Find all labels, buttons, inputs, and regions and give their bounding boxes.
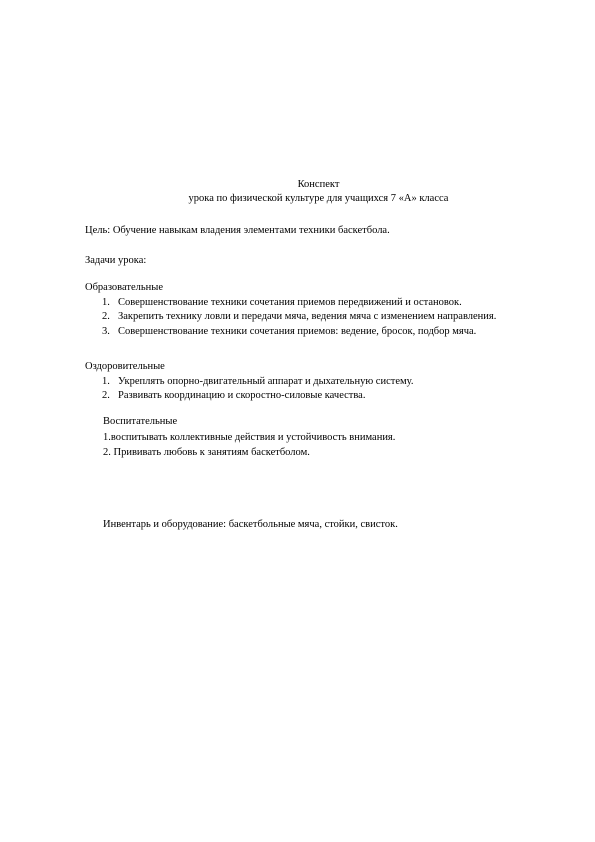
health-section [85,360,413,403]
list-number: 2. [102,390,110,402]
list-text: Развивать координацию и скоростно-силовые качества. [118,390,366,402]
goal-text: Цель: Обучение навыкам владения элементами техники баскетбола. [85,225,390,236]
upbringing-item: 2. Прививать любовь к занятиям баскетболом. [103,447,310,459]
list-number: 1. [102,296,110,308]
list-item [85,389,413,403]
document-subtitle: урока по физической культуре для учащихся 7 «А» класса [188,192,449,204]
title-block [0,178,595,205]
list-text: Совершенствование техники сочетания приемов: ведение, бросок, подбор мяча. [118,325,477,337]
upbringing-item: 1.воспитывать коллективные действия и устойчивость внимания. [103,431,396,443]
upbringing-section [103,415,395,460]
list-text: Закрепить технику ловли и передачи мяча, ведения мяча с изменением направления. [118,311,497,323]
document-title: Конспект [297,179,340,190]
educational-section [85,281,496,339]
list-number: 1. [102,375,110,387]
health-list [85,375,413,403]
educational-list [85,296,496,339]
equipment-text: Инвентарь и оборудование: баскетбольные мяча, стойки, свисток. [103,519,398,530]
educational-heading: Образовательные [85,282,163,293]
upbringing-heading: Воспитательные [103,416,178,427]
list-number: 2. [102,311,110,323]
list-item [85,325,496,339]
list-item [85,296,496,310]
list-text: Совершенствование техники сочетания приемов передвижений и остановок. [118,296,462,308]
health-heading: Оздоровительные [85,361,165,372]
list-item [85,310,496,324]
list-item [85,375,413,389]
tasks-heading: Задачи урока: [85,255,147,266]
list-text: Укреплять опорно-двигательный аппарат и дыхательную систему. [118,375,414,387]
list-number: 3. [102,325,110,337]
